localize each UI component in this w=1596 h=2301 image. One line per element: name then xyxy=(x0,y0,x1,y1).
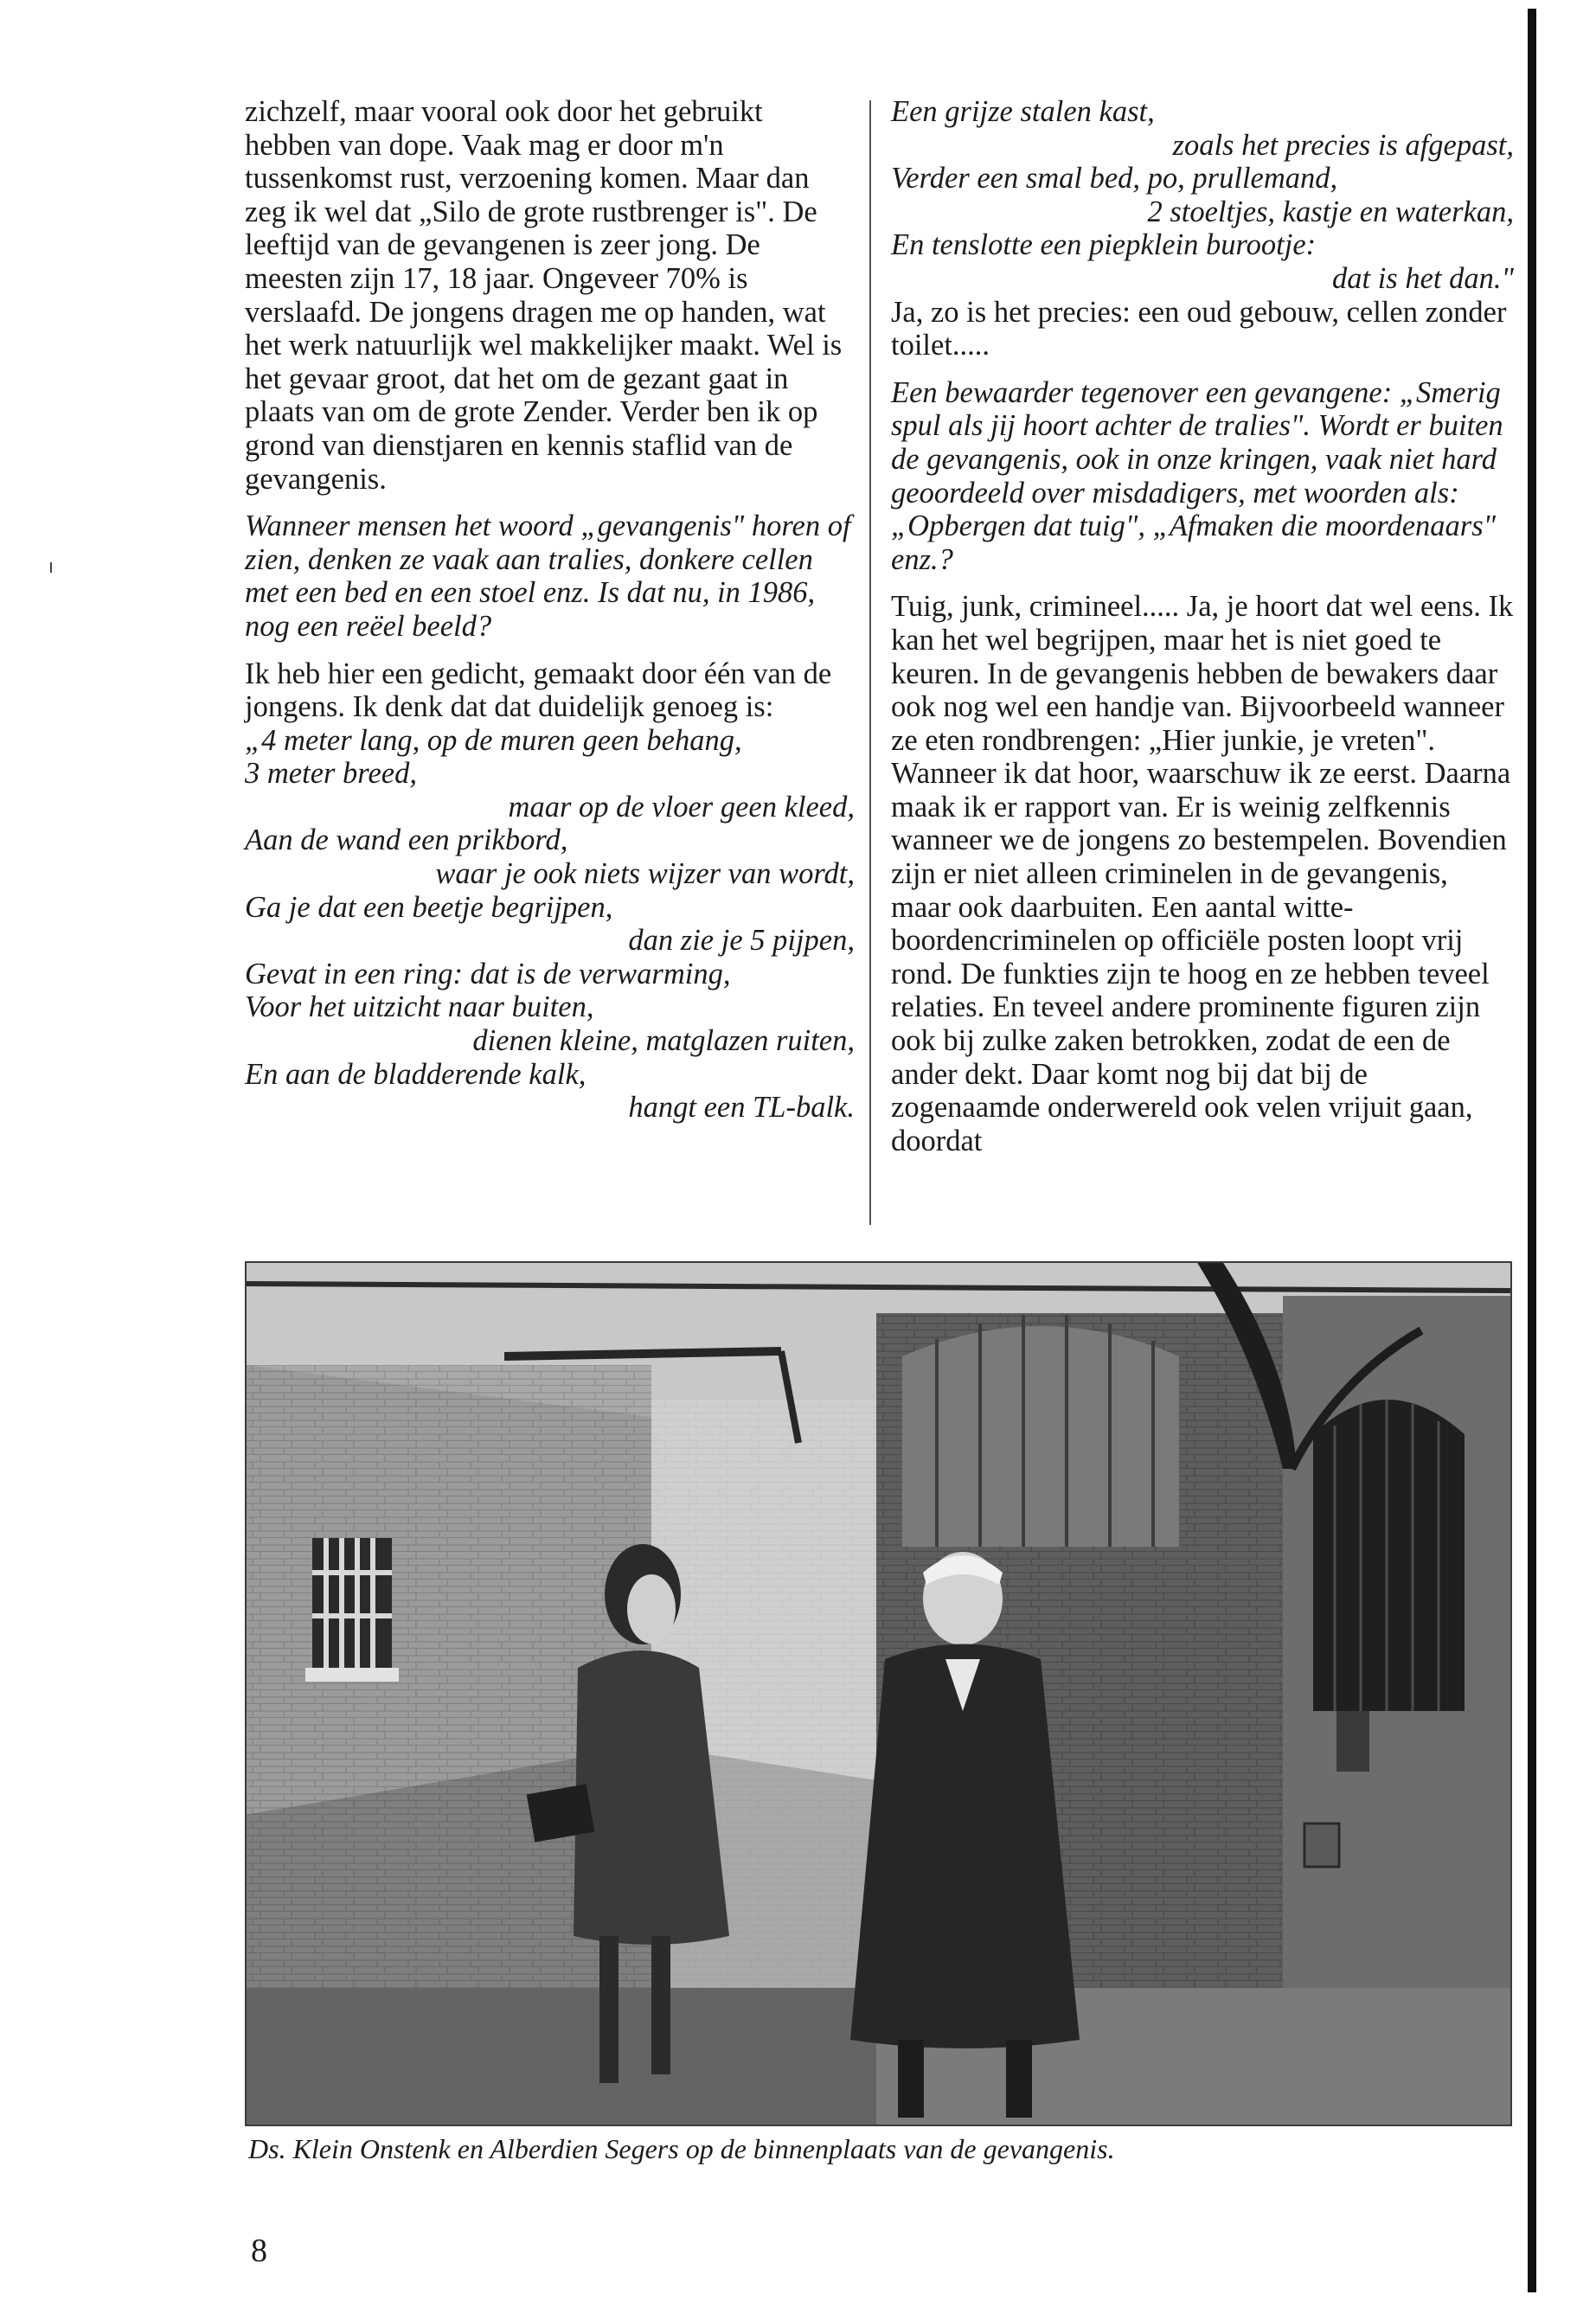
right-interview-question: Een bewaarder tegenover een gevangene: „Smerig spul als jij hoort achter de tralies". Wordt er buiten de gevangenis, ook in onze kringen, vaak niet hard geoordeeld over misdadigers, met woorden als: „Opbergen dat tuig", „Afmaken die moordenaars" enz.? xyxy=(891,375,1503,576)
poem-line: Verder een smal bed, po, prullemand, xyxy=(891,162,1338,195)
right-column xyxy=(891,95,1514,1157)
left-paragraph-1: zichzelf, maar vooral ook door het gebruikt hebben van dope. Vaak mag er door m'n tussenkomst rust, verzoening komen. Maar dan zeg ik wel dat „Silo de grote rustbrenger is". De leeftijd van de gevangenen is zeer jong. De meesten zijn 17, 18 jaar. Ongeveer 70% is verslaafd. De jongens dragen me op handen, wat het werk natuurlijk wel makkelijker maakt. Wel is het gevaar groot, dat het om de gezant gaat in plaats van om de grote Zender. Verder ben ik op grond van dienstjaren en kennis staflid van de gevangenis. xyxy=(245,95,843,496)
photo-caption: Ds. Klein Onstenk en Alberdien Segers op de binnenplaats van de gevangenis. xyxy=(248,2133,1115,2164)
right-poem xyxy=(891,95,1514,296)
poem-line: hangt een TL-balk. xyxy=(628,1091,855,1125)
right-paragraph-1: Ja, zo is het precies: een oud gebouw, cellen zonder toilet..... xyxy=(891,295,1507,362)
right-paragraph-2: Tuig, junk, crimineel..... Ja, je hoort dat wel eens. Ik kan het wel begrijpen, maar het is niet goed te keuren. In de gevangenis hebben de bewakers daar ook nog wel een handje van. Bijvoorbeeld wanneer ze eten rondbrengen: „Hier junkie, je vreten". Wanneer ik dat hoor, waarschuw ik ze eerst. Daarna maak ik er rapport van. Er is weinig zelfkennis wanneer we de jongens zo bestempelen. Bovendien zijn er niet alleen criminelen in de gevangenis, maar ook daarbuiten. Een aantal witte-boordencriminelen op officiële posten loopt vrij rond. De funkties zijn te hoog en ze hebben teveel relaties. En teveel andere prominente figuren zijn ook bij zulke zaken betrokken, zodat de een de ander dekt. Daar komt nog bij dat bij de zogenaamde onderwereld ook velen vrijuit gaan, doordat xyxy=(891,590,1514,1157)
poem-line: Voor het uitzicht naar buiten, xyxy=(245,990,594,1024)
poem-line: maar op de vloer geen kleed, xyxy=(508,790,855,824)
poem-line: zoals het precies is afgepast, xyxy=(1172,128,1514,162)
poem-line: dat is het dan." xyxy=(1332,261,1514,295)
poem-line: dan zie je 5 pijpen, xyxy=(628,924,855,958)
page-edge-rule xyxy=(1528,9,1536,2292)
left-poem xyxy=(245,724,855,1125)
left-paragraph-2: Ik heb hier een gedicht, gemaakt door één van de jongens. Ik denk dat dat duidelijk genoeg is: xyxy=(245,657,832,724)
poem-line: En tenslotte een piepklein burootje: xyxy=(891,228,1317,262)
poem-line: dienen kleine, matglazen ruiten, xyxy=(472,1024,855,1058)
column-divider xyxy=(869,100,871,1225)
poem-line: 3 meter breed, xyxy=(245,757,417,791)
courtyard-photo xyxy=(245,1261,1512,2126)
poem-line: Aan de wand een prikbord, xyxy=(245,824,568,857)
poem-line: Gevat in een ring: dat is de verwarming, xyxy=(245,957,731,990)
photo-illustration xyxy=(245,1261,1512,2126)
poem-line: En aan de bladderende kalk, xyxy=(245,1057,586,1091)
scan-mark xyxy=(50,562,52,573)
poem-line: Een grijze stalen kast, xyxy=(891,95,1155,128)
left-column xyxy=(245,95,855,1125)
poem-line: waar je ook niets wijzer van wordt, xyxy=(435,857,855,891)
page-number: 8 xyxy=(251,2233,267,2269)
poem-line: Ga je dat een beetje begrijpen, xyxy=(245,890,613,924)
poem-line: 2 stoeltjes, kastje en waterkan, xyxy=(1147,195,1514,228)
left-interview-question: Wanneer mensen het woord „gevangenis" horen of zien, denken ze vaak aan tralies, donkere cellen met een bed en een stoel enz. Is dat nu, in 1986, nog een reëel beeld? xyxy=(245,510,851,643)
poem-line: „4 meter lang, op de muren geen behang, xyxy=(245,723,742,757)
